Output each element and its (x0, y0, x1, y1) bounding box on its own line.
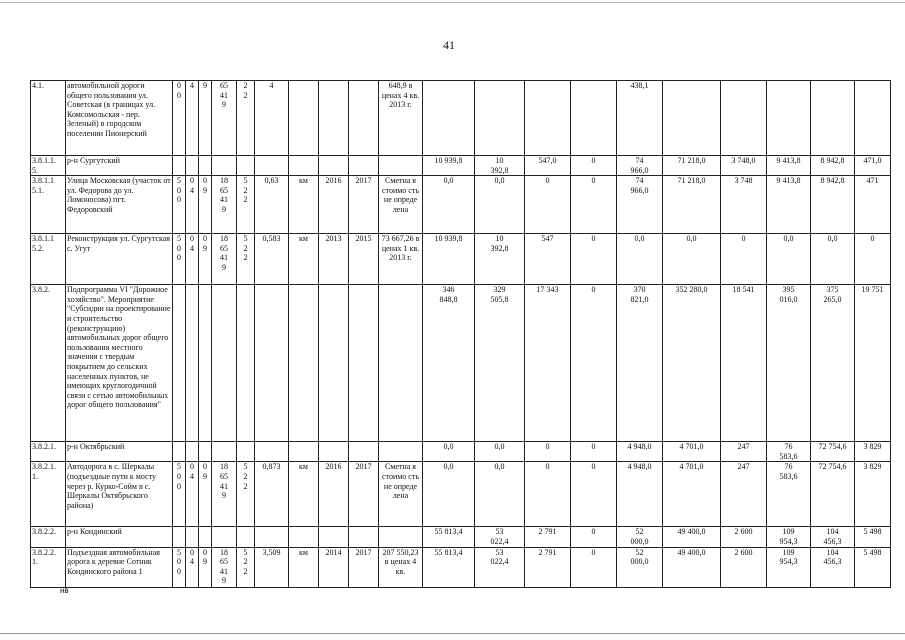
cell-c3 (199, 527, 212, 547)
cell-c3 (199, 156, 212, 176)
cell-cost (379, 527, 423, 547)
scan-bottom-edge (0, 633, 905, 634)
cell-code: 4.1. (31, 81, 66, 156)
cell-v8: 9 413,8 (767, 176, 811, 234)
cell-v9: 72 754,6 (811, 442, 855, 462)
cell-v3: 0 (525, 442, 571, 462)
cell-v9 (811, 81, 855, 156)
scan-top-edge (0, 2, 905, 3)
table-row (31, 442, 891, 462)
cell-unit (289, 156, 319, 176)
cell-v3 (525, 81, 571, 156)
cell-v10: 19 751 (855, 285, 891, 442)
cell-v7: 247 (721, 462, 767, 527)
cell-v2 (475, 81, 525, 156)
cell-c4: 18 65 41 9 (212, 176, 237, 234)
cell-v5: 4 948,0 (617, 442, 663, 462)
cell-length: 3,509 (255, 547, 289, 587)
cell-v7: 0 (721, 234, 767, 285)
cell-c3: 0 9 (199, 176, 212, 234)
cell-v5: 438,1 (617, 81, 663, 156)
cell-v8: 76 583,6 (767, 442, 811, 462)
cell-v4: 0 (571, 176, 617, 234)
cell-v1 (423, 81, 475, 156)
cell-length: 0,63 (255, 176, 289, 234)
cell-v10: 471,0 (855, 156, 891, 176)
cell-v3: 2 791 (525, 547, 571, 587)
cell-v7: 3 748,0 (721, 156, 767, 176)
cell-unit (289, 527, 319, 547)
cell-start (319, 285, 349, 442)
cell-code: 3.8.2.1. 1. (31, 462, 66, 527)
cell-c3: 9 (199, 81, 212, 156)
cell-cost (379, 285, 423, 442)
cell-v5: 4 948,0 (617, 462, 663, 527)
cell-unit: км (289, 547, 319, 587)
cell-c4: 65 41 9 (212, 81, 237, 156)
cell-name: Автодорога в с. Шеркалы (подъездные пути к мосту через р. Курко-Сойм в с. Шеркалы Октябрьского района) (66, 462, 173, 527)
cell-v5: 74 966,0 (617, 176, 663, 234)
cell-v3: 547 (525, 234, 571, 285)
cell-v2: 10 392,8 (475, 156, 525, 176)
cell-v3: 2 791 (525, 527, 571, 547)
cell-c1: 5 0 0 (173, 547, 186, 587)
cell-v1: 55 813,4 (423, 547, 475, 587)
cell-v10: 5 498 (855, 527, 891, 547)
cell-v3: 0 (525, 176, 571, 234)
cell-v6 (663, 81, 721, 156)
cell-start: 2016 (319, 176, 349, 234)
cell-length (255, 527, 289, 547)
cell-length: 0,583 (255, 234, 289, 285)
cell-v8 (767, 81, 811, 156)
table-row (31, 462, 891, 527)
cell-start (319, 442, 349, 462)
cell-v6: 71 218,0 (663, 156, 721, 176)
cell-name: автомобильной дороги общего пользования ул. Советская (в границах ул. Комсомольская - пер. Зеленый) в городском поселении Пионерский (66, 81, 173, 156)
cell-v2: 53 022,4 (475, 547, 525, 587)
cell-c1: 5 0 0 (173, 234, 186, 285)
cell-end: 2017 (349, 547, 379, 587)
cell-v8: 0,0 (767, 234, 811, 285)
cell-v6: 49 400,0 (663, 527, 721, 547)
table-body (31, 81, 891, 588)
cell-v4: 0 (571, 442, 617, 462)
cell-cost (379, 442, 423, 462)
cell-c3: 0 9 (199, 547, 212, 587)
cell-name: р-н Сургутский (66, 156, 173, 176)
cell-v2: 329 505,8 (475, 285, 525, 442)
cell-c5 (237, 156, 255, 176)
table-row (31, 81, 891, 156)
cell-end (349, 285, 379, 442)
cell-c5: 5 2 2 (237, 176, 255, 234)
cell-start (319, 527, 349, 547)
cell-v7: 3 748 (721, 176, 767, 234)
cell-v2: 0,0 (475, 176, 525, 234)
cell-v9: 0,0 (811, 234, 855, 285)
cell-v9: 375 265,0 (811, 285, 855, 442)
cell-v9: 8 942,8 (811, 176, 855, 234)
cell-c3: 0 9 (199, 234, 212, 285)
cell-c1: 5 0 0 (173, 176, 186, 234)
cell-cost: Сметна я стоимо сть не опреде лена (379, 176, 423, 234)
cell-c5: 5 2 2 (237, 234, 255, 285)
budget-table (30, 80, 891, 588)
cell-v3: 547,0 (525, 156, 571, 176)
cell-cost: 73 667,26 в ценах 1 кв. 2013 г. (379, 234, 423, 285)
cell-end (349, 527, 379, 547)
cell-c5: 5 2 2 (237, 547, 255, 587)
cell-code: 3.8.2.2. 1. (31, 547, 66, 587)
cell-name: Подъездная автомобильная дорога к деревне Сотник Кондинского района 1 (66, 547, 173, 587)
cell-c1 (173, 527, 186, 547)
cell-cost: 648,9 в ценах 4 кв. 2013 г. (379, 81, 423, 156)
cell-v9: 8 942,8 (811, 156, 855, 176)
cell-v2: 0,0 (475, 442, 525, 462)
cell-unit: км (289, 176, 319, 234)
cell-v6: 71 218,0 (663, 176, 721, 234)
table-row (31, 285, 891, 442)
cell-c4 (212, 285, 237, 442)
cell-c4: 18 65 41 9 (212, 462, 237, 527)
table-row (31, 176, 891, 234)
cell-c2: 0 4 (186, 234, 199, 285)
cell-length (255, 442, 289, 462)
cell-length: 4 (255, 81, 289, 156)
cell-v6: 352 280,0 (663, 285, 721, 442)
cell-c2 (186, 442, 199, 462)
cell-c1: 0 0 (173, 81, 186, 156)
cell-v5: 0,0 (617, 234, 663, 285)
cell-start: 2016 (319, 462, 349, 527)
cell-v10: 5 498 (855, 547, 891, 587)
cell-v7: 2 600 (721, 527, 767, 547)
cell-end: 2017 (349, 462, 379, 527)
cell-c1 (173, 156, 186, 176)
cell-code: 3.8.2. (31, 285, 66, 442)
cell-v2: 0,0 (475, 462, 525, 527)
table-row (31, 547, 891, 587)
cell-v8: 395 016,0 (767, 285, 811, 442)
cell-v10: 471 (855, 176, 891, 234)
cell-start (319, 156, 349, 176)
cell-v5: 74 966,0 (617, 156, 663, 176)
cell-v6: 0,0 (663, 234, 721, 285)
cell-code: 3.8.1.1 5.2. (31, 234, 66, 285)
cell-v5: 52 000,0 (617, 547, 663, 587)
cell-c3 (199, 285, 212, 442)
cell-length: 0,873 (255, 462, 289, 527)
cell-name: Реконструкция ул. Сургутская с. Угут (66, 234, 173, 285)
cell-length (255, 156, 289, 176)
cell-v1: 346 848,8 (423, 285, 475, 442)
cell-v7 (721, 81, 767, 156)
cell-unit (289, 442, 319, 462)
cell-v4 (571, 81, 617, 156)
cell-c5: 5 2 2 (237, 462, 255, 527)
cell-v9: 104 456,3 (811, 527, 855, 547)
cell-unit: км (289, 462, 319, 527)
cell-v4: 0 (571, 547, 617, 587)
cell-cost: 207 550,23 в ценах 4 кв. (379, 547, 423, 587)
cell-v1: 55 813,4 (423, 527, 475, 547)
cell-cost (379, 156, 423, 176)
cell-v4: 0 (571, 156, 617, 176)
cell-c2: 0 4 (186, 547, 199, 587)
cell-c3: 0 9 (199, 462, 212, 527)
cell-v8: 9 413,8 (767, 156, 811, 176)
cell-end: 2017 (349, 176, 379, 234)
cell-v7: 247 (721, 442, 767, 462)
cell-c2 (186, 285, 199, 442)
cell-start (319, 81, 349, 156)
cell-c4 (212, 156, 237, 176)
cell-end: 2015 (349, 234, 379, 285)
cell-end (349, 156, 379, 176)
cell-v10: 0 (855, 234, 891, 285)
cell-name: р-н Октябрьский (66, 442, 173, 462)
cell-v3: 17 343 (525, 285, 571, 442)
table-row (31, 156, 891, 176)
cell-end (349, 81, 379, 156)
cell-code: 3.8.1.1 5.1. (31, 176, 66, 234)
cell-c2: 0 4 (186, 462, 199, 527)
cell-code: 3.8.2.1. (31, 442, 66, 462)
cell-start: 2013 (319, 234, 349, 285)
cell-c1 (173, 285, 186, 442)
cell-c4 (212, 442, 237, 462)
cell-v10 (855, 81, 891, 156)
cell-v4: 0 (571, 527, 617, 547)
cell-v4: 0 (571, 462, 617, 527)
page-number: 41 (443, 38, 455, 52)
cell-v7: 2 600 (721, 547, 767, 587)
cell-name: р-н Кондинский (66, 527, 173, 547)
cell-v7: 18 541 (721, 285, 767, 442)
table-row (31, 234, 891, 285)
cell-v4: 0 (571, 285, 617, 442)
table-row (31, 527, 891, 547)
cell-v9: 72 754,6 (811, 462, 855, 527)
cell-c1 (173, 442, 186, 462)
cell-unit (289, 285, 319, 442)
cell-code: 3.8.1.1. 5. (31, 156, 66, 176)
cell-name: Улица Московская (участок от ул. Федорова до ул. Ломоносова) пгт. Федоровский (66, 176, 173, 234)
cell-v1: 0,0 (423, 442, 475, 462)
cell-c4: 18 65 41 9 (212, 547, 237, 587)
cell-v6: 49 400,0 (663, 547, 721, 587)
cell-start: 2014 (319, 547, 349, 587)
cell-v1: 0,0 (423, 462, 475, 527)
cell-v8: 76 583,6 (767, 462, 811, 527)
cell-v10: 3 829 (855, 462, 891, 527)
cell-v1: 0,0 (423, 176, 475, 234)
cell-c1: 5 0 0 (173, 462, 186, 527)
cell-c2 (186, 156, 199, 176)
cell-v3: 0 (525, 462, 571, 527)
cell-v9: 104 456,3 (811, 547, 855, 587)
cell-v5: 370 821,0 (617, 285, 663, 442)
cell-v2: 53 022,4 (475, 527, 525, 547)
cell-v6: 4 701,0 (663, 442, 721, 462)
cell-v8: 109 954,3 (767, 547, 811, 587)
cell-v8: 109 954,3 (767, 527, 811, 547)
cell-c3 (199, 442, 212, 462)
cell-c5 (237, 442, 255, 462)
cell-v10: 3 829 (855, 442, 891, 462)
cell-c4 (212, 527, 237, 547)
cell-v6: 4 701,0 (663, 462, 721, 527)
cell-c4: 18 65 41 9 (212, 234, 237, 285)
cell-c2: 4 (186, 81, 199, 156)
cell-c2: 0 4 (186, 176, 199, 234)
cell-c5 (237, 527, 255, 547)
footer-mark: нв (60, 586, 69, 595)
cell-end (349, 442, 379, 462)
cell-v5: 52 000,0 (617, 527, 663, 547)
cell-c2 (186, 527, 199, 547)
cell-cost: Сметна я стоимо сть не опреде лена (379, 462, 423, 527)
cell-unit (289, 81, 319, 156)
cell-length (255, 285, 289, 442)
cell-v1: 10 939,8 (423, 234, 475, 285)
cell-c5: 2 2 (237, 81, 255, 156)
cell-code: 3.8.2.2. (31, 527, 66, 547)
cell-name: Подпрограмма VI "Дорожное хозяйство". Мероприятие "Субсидии на проектирование и строительство (реконструкцию) автомобильных дорог общего пользования местного значения с твердым покрытием до сельских населенных пунктов, не имеющих круглогодичной связи с сетью автомобильных дорог общего пользования" (66, 285, 173, 442)
cell-v2: 10 392,8 (475, 234, 525, 285)
cell-v1: 10 939,8 (423, 156, 475, 176)
cell-unit: км (289, 234, 319, 285)
cell-c5 (237, 285, 255, 442)
cell-v4: 0 (571, 234, 617, 285)
